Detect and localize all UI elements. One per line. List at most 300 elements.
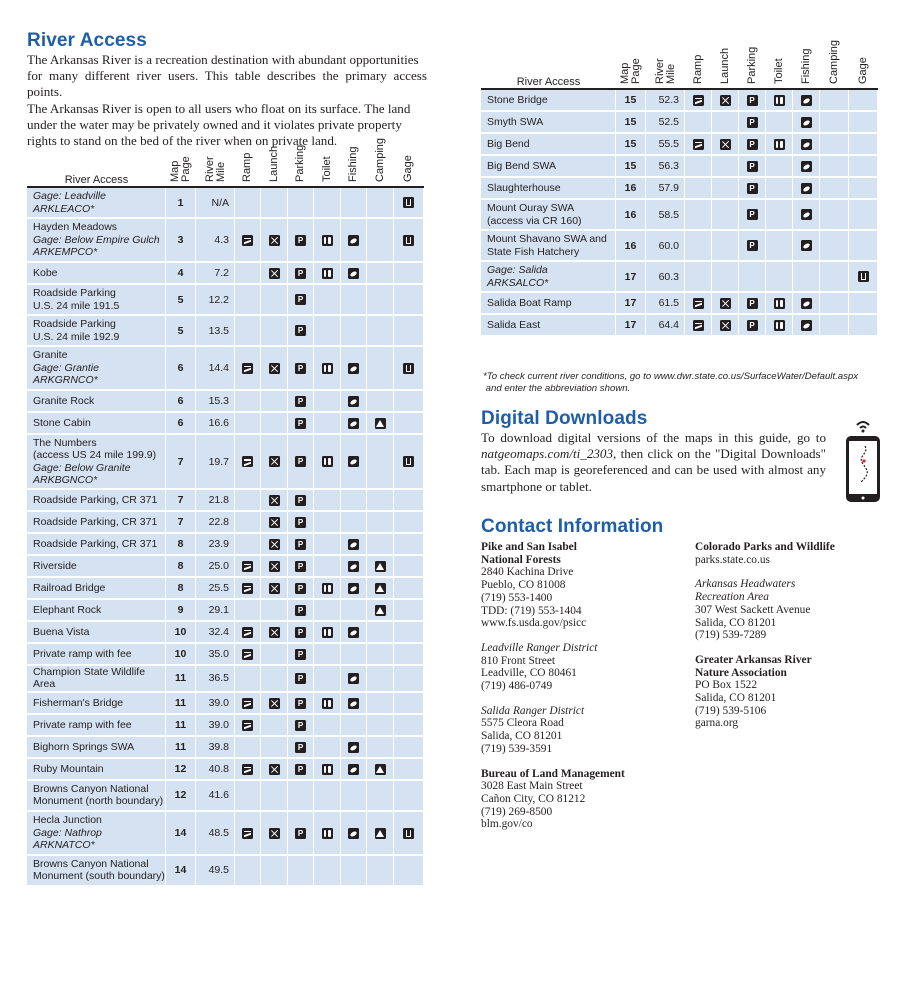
cell-launch — [261, 693, 288, 715]
fishing-icon — [801, 240, 812, 251]
map-page: 17 — [616, 315, 646, 337]
access-name-line: Monument (north boundary) — [33, 795, 164, 808]
cell-parking — [288, 644, 314, 666]
camping-icon — [375, 828, 386, 839]
cell-launch — [261, 435, 288, 490]
launch-icon — [269, 495, 280, 506]
cell-launch — [261, 219, 288, 263]
access-name — [27, 812, 166, 856]
cell-gage — [394, 856, 424, 887]
access-name — [481, 134, 616, 156]
boat-ramp-icon — [242, 649, 253, 660]
cell-gage — [394, 285, 424, 316]
cell-launch — [712, 156, 739, 178]
fishing-icon — [801, 117, 812, 128]
river-mile: 64.4 — [646, 315, 685, 337]
cell-toilet — [314, 556, 341, 578]
cell-ramp — [235, 285, 261, 316]
cell-parking — [288, 556, 314, 578]
camping-icon — [375, 418, 386, 429]
table-row — [27, 715, 424, 737]
cell-launch — [261, 347, 288, 391]
cell-fishing — [341, 781, 367, 812]
river-conditions-note — [483, 371, 883, 394]
cell-gage — [394, 715, 424, 737]
access-name-line: Slaughterhouse — [487, 181, 561, 194]
table-row — [27, 856, 424, 887]
cell-launch — [712, 231, 739, 262]
cell-launch — [261, 737, 288, 759]
cell-gage — [394, 347, 424, 391]
dd-url-link[interactable]: natgeomaps.com/ti_2303, — [481, 446, 617, 462]
launch-icon — [269, 828, 280, 839]
river-mile: 4.3 — [196, 219, 235, 263]
table-row — [27, 347, 424, 391]
river-mile: N/A — [196, 188, 235, 219]
launch-icon — [720, 139, 731, 150]
cell-camping — [367, 534, 394, 556]
boat-ramp-icon — [242, 583, 253, 594]
cell-camping — [820, 231, 849, 262]
river-mile: 55.5 — [646, 134, 685, 156]
parking-icon: P — [295, 627, 306, 638]
map-page: 7 — [166, 512, 196, 534]
contact-line: Recreation Area — [695, 591, 769, 604]
column-header-fishing: Fishing — [793, 38, 820, 90]
access-name — [27, 693, 166, 715]
parking-icon: P — [747, 139, 758, 150]
camping-icon — [375, 764, 386, 775]
cell-camping — [820, 156, 849, 178]
river-mile: 13.5 — [196, 316, 235, 347]
table-row — [481, 315, 878, 337]
table-row — [27, 622, 424, 644]
cell-ramp — [235, 413, 261, 435]
cell-gage — [394, 316, 424, 347]
map-page: 8 — [166, 556, 196, 578]
access-name-line: Riverside — [33, 559, 77, 572]
map-page: 5 — [166, 316, 196, 347]
cell-fishing — [341, 188, 367, 219]
note-line: and enter the abbreviation shown. — [483, 382, 631, 394]
column-header-river-mile: River Mile — [646, 38, 685, 90]
river-mile: 60.0 — [646, 231, 685, 262]
river-mile: 7.2 — [196, 263, 235, 285]
access-name-line: U.S. 24 mile 192.9 — [33, 330, 120, 343]
river-mile: 49.5 — [196, 856, 235, 887]
launch-icon — [720, 320, 731, 331]
cell-gage — [394, 759, 424, 781]
access-name — [27, 263, 166, 285]
smartphone-map-icon — [843, 416, 883, 504]
launch-icon — [269, 764, 280, 775]
access-name — [27, 188, 166, 219]
map-page: 3 — [166, 219, 196, 263]
river-mile: 25.5 — [196, 578, 235, 600]
map-page: 15 — [616, 90, 646, 112]
cell-parking — [288, 413, 314, 435]
cell-camping — [367, 737, 394, 759]
cell-ramp — [235, 781, 261, 812]
toilet-icon — [774, 95, 785, 106]
cell-toilet — [766, 90, 793, 112]
column-header-launch: Launch — [712, 38, 739, 90]
column-header-river-access: River Access — [27, 136, 166, 188]
river-mile: 32.4 — [196, 622, 235, 644]
cell-ramp — [235, 534, 261, 556]
cell-toilet — [314, 512, 341, 534]
cell-camping — [367, 316, 394, 347]
column-header-fishing: Fishing — [341, 136, 367, 188]
table-row — [481, 200, 878, 231]
dd-text-after: then click on the "Digital Downloads" tab. Each map is georeferenced and can be used with almost any smartphone or tablet. — [481, 446, 826, 494]
map-page: 12 — [166, 759, 196, 781]
cell-fishing — [341, 644, 367, 666]
boat-ramp-icon — [242, 698, 253, 709]
cell-parking — [288, 188, 314, 219]
access-name-line: Kobe — [33, 266, 58, 279]
cell-gage — [849, 293, 878, 315]
fishing-icon — [348, 764, 359, 775]
cell-toilet — [766, 178, 793, 200]
parking-icon: P — [295, 235, 306, 246]
column-header-map-page: Map Page — [166, 136, 196, 188]
cell-gage — [849, 200, 878, 231]
column-header-river-access: River Access — [481, 38, 616, 90]
map-page: 5 — [166, 285, 196, 316]
cell-ramp — [235, 188, 261, 219]
toilet-icon — [774, 139, 785, 150]
map-page: 6 — [166, 413, 196, 435]
fishing-icon — [348, 561, 359, 572]
river-mile: 56.3 — [646, 156, 685, 178]
cell-camping — [367, 188, 394, 219]
cell-gage — [849, 156, 878, 178]
river-mile: 25.0 — [196, 556, 235, 578]
cell-ramp — [235, 737, 261, 759]
cell-parking — [288, 856, 314, 887]
cell-launch — [261, 391, 288, 413]
cell-fishing — [793, 90, 820, 112]
cell-gage — [849, 90, 878, 112]
access-name-line: Granite — [33, 349, 68, 362]
dd-text-before: To download digital versions of the maps in this guide, go to — [481, 430, 826, 445]
contact-line: Pueblo, CO 81008 — [481, 579, 566, 592]
cell-ramp — [235, 600, 261, 622]
table-row — [27, 285, 424, 316]
column-header-parking: Parking — [739, 38, 766, 90]
contact-line: Bureau of Land Management — [481, 767, 625, 780]
parking-icon: P — [295, 649, 306, 660]
contact-line: Colorado Parks and Wildlife — [695, 541, 835, 553]
map-page: 7 — [166, 435, 196, 490]
cell-ramp — [235, 759, 261, 781]
cell-ramp — [235, 435, 261, 490]
cell-gage — [394, 600, 424, 622]
contact-line: 3028 East Main Street — [481, 780, 583, 793]
cell-toilet — [766, 315, 793, 337]
contact-line: 5575 Cleora Road — [481, 717, 564, 730]
cell-gage — [394, 490, 424, 512]
toilet-icon — [322, 456, 333, 467]
map-page: 16 — [616, 178, 646, 200]
access-name — [27, 781, 166, 812]
cell-camping — [367, 219, 394, 263]
cell-toilet — [314, 534, 341, 556]
table-row — [27, 435, 424, 490]
cell-parking — [288, 812, 314, 856]
map-page: 11 — [166, 715, 196, 737]
intro-line: The Arkansas River is open to all users who float on its surface. The land — [27, 100, 411, 116]
cell-launch — [261, 812, 288, 856]
cell-fishing — [341, 666, 367, 693]
parking-icon: P — [747, 117, 758, 128]
cell-toilet — [314, 435, 341, 490]
parking-icon: P — [295, 418, 306, 429]
fishing-icon — [348, 673, 359, 684]
access-name-line: ARKSALCO* — [487, 276, 549, 289]
toilet-icon — [322, 828, 333, 839]
map-page: 16 — [616, 231, 646, 262]
boat-ramp-icon — [242, 235, 253, 246]
map-page: 8 — [166, 578, 196, 600]
contact-line: parks.state.co.us — [695, 553, 770, 566]
cell-launch — [712, 134, 739, 156]
access-name-line: Gage: Salida — [487, 264, 548, 277]
contact-entry — [481, 642, 691, 693]
cell-parking — [288, 263, 314, 285]
access-name-line: Big Bend — [487, 137, 530, 150]
access-name — [27, 219, 166, 263]
access-name — [27, 715, 166, 737]
cell-fishing — [793, 178, 820, 200]
table-row — [27, 693, 424, 715]
river-mile: 16.6 — [196, 413, 235, 435]
access-name-line: Monument (south boundary) — [33, 870, 165, 883]
cell-ramp — [685, 200, 712, 231]
access-name-line: Roadside Parking, CR 371 — [33, 537, 158, 550]
toilet-icon — [322, 583, 333, 594]
access-name — [27, 666, 166, 693]
contact-line: Salida, CO 81201 — [481, 730, 563, 743]
cell-camping — [367, 600, 394, 622]
access-name-line: ARKBGNCO* — [33, 473, 98, 486]
parking-icon: P — [747, 320, 758, 331]
gage-icon — [403, 197, 414, 208]
table-row — [27, 534, 424, 556]
cell-toilet — [314, 644, 341, 666]
access-name-line: ARKLEACO* — [33, 202, 95, 215]
cell-gage — [394, 219, 424, 263]
table-row — [27, 781, 424, 812]
contact-line: Cañon City, CO 81212 — [481, 792, 586, 805]
parking-icon: P — [295, 396, 306, 407]
cell-fishing — [341, 316, 367, 347]
cell-fishing — [793, 134, 820, 156]
cell-fishing — [341, 556, 367, 578]
table-row — [27, 578, 424, 600]
contact-line: National Forests — [481, 553, 561, 566]
access-name-line: Hayden Meadows — [33, 221, 118, 234]
cell-fishing — [341, 263, 367, 285]
toilet-icon — [322, 363, 333, 374]
contact-line: (719) 539-7289 — [695, 629, 767, 642]
cell-gage — [394, 622, 424, 644]
river-mile: 60.3 — [646, 262, 685, 293]
boat-ramp-icon — [242, 720, 253, 731]
cell-fishing — [341, 347, 367, 391]
cell-gage — [394, 534, 424, 556]
map-page: 15 — [616, 156, 646, 178]
camping-icon — [375, 605, 386, 616]
cell-parking — [288, 666, 314, 693]
cell-fishing — [793, 156, 820, 178]
access-name — [27, 391, 166, 413]
cell-toilet — [766, 156, 793, 178]
column-header-map-page: Map Page — [616, 38, 646, 90]
gage-icon — [403, 456, 414, 467]
cell-toilet — [314, 219, 341, 263]
map-page: 17 — [616, 262, 646, 293]
cell-toilet — [314, 856, 341, 887]
cell-gage — [849, 231, 878, 262]
river-mile: 58.5 — [646, 200, 685, 231]
cell-launch — [712, 178, 739, 200]
river-mile: 22.8 — [196, 512, 235, 534]
cell-fishing — [341, 490, 367, 512]
access-name-line: Bighorn Springs SWA — [33, 740, 135, 753]
map-page: 9 — [166, 600, 196, 622]
access-name-line: Private ramp with fee — [33, 647, 132, 660]
cell-parking — [739, 200, 766, 231]
cell-toilet — [314, 737, 341, 759]
cell-camping — [820, 315, 849, 337]
column-header-toilet: Toilet — [766, 38, 793, 90]
cell-camping — [820, 178, 849, 200]
cell-camping — [367, 512, 394, 534]
map-page: 7 — [166, 490, 196, 512]
cell-toilet — [314, 490, 341, 512]
fishing-icon — [348, 363, 359, 374]
contact-line: Salida, CO 81201 — [695, 692, 777, 705]
cell-toilet — [314, 263, 341, 285]
river-mile: 14.4 — [196, 347, 235, 391]
cell-ramp — [235, 490, 261, 512]
cell-ramp — [235, 622, 261, 644]
cell-launch — [261, 781, 288, 812]
cell-fishing — [341, 285, 367, 316]
access-name — [27, 413, 166, 435]
river-mile: 39.8 — [196, 737, 235, 759]
cell-ramp — [685, 293, 712, 315]
access-name-line: Buena Vista — [33, 625, 90, 638]
cell-toilet — [314, 188, 341, 219]
launch-icon — [269, 456, 280, 467]
cell-gage — [849, 134, 878, 156]
cell-fishing — [341, 219, 367, 263]
boat-ramp-icon — [242, 764, 253, 775]
header-row — [27, 136, 424, 188]
toilet-icon — [322, 627, 333, 638]
cell-ramp — [235, 715, 261, 737]
access-name-line: State Fish Hatchery — [487, 245, 580, 258]
cell-toilet — [314, 347, 341, 391]
cell-fishing — [793, 200, 820, 231]
cell-ramp — [235, 856, 261, 887]
fishing-icon — [348, 627, 359, 638]
contact-line: PO Box 1522 — [695, 679, 758, 692]
access-name-line: Roadside Parking — [33, 318, 116, 331]
cell-fishing — [793, 293, 820, 315]
parking-icon: P — [747, 183, 758, 194]
cell-fishing — [793, 315, 820, 337]
cell-ramp — [685, 134, 712, 156]
cell-toilet — [766, 231, 793, 262]
contact-entry — [695, 541, 895, 566]
cell-toilet — [314, 316, 341, 347]
contact-entry — [695, 654, 895, 730]
boat-ramp-icon — [242, 828, 253, 839]
cell-launch — [261, 715, 288, 737]
column-header-toilet: Toilet — [314, 136, 341, 188]
fishing-icon — [348, 742, 359, 753]
access-name-line: Roadside Parking, CR 371 — [33, 515, 158, 528]
fishing-icon — [348, 539, 359, 550]
access-name-line: U.S. 24 mile 191.5 — [33, 299, 120, 312]
access-name-line: Gage: Nathrop — [33, 826, 102, 839]
fishing-icon — [348, 828, 359, 839]
cell-parking — [739, 90, 766, 112]
table-row — [27, 490, 424, 512]
cell-parking — [288, 715, 314, 737]
access-name-line: (access US 24 mile 199.9) — [33, 449, 157, 462]
river-mile: 39.0 — [196, 693, 235, 715]
river-mile: 19.7 — [196, 435, 235, 490]
cell-fishing — [341, 578, 367, 600]
cell-ramp — [235, 219, 261, 263]
access-name-line: Fisherman's Bridge — [33, 696, 124, 709]
cell-fishing — [341, 391, 367, 413]
river-mile: 12.2 — [196, 285, 235, 316]
cell-launch — [712, 315, 739, 337]
digital-downloads-title: Digital Downloads — [481, 408, 648, 429]
cell-gage — [394, 391, 424, 413]
cell-toilet — [314, 578, 341, 600]
toilet-icon — [322, 698, 333, 709]
cell-camping — [367, 856, 394, 887]
cell-parking — [288, 693, 314, 715]
access-name — [481, 156, 616, 178]
table-row — [27, 600, 424, 622]
parking-icon: P — [747, 209, 758, 220]
cell-parking — [739, 112, 766, 134]
cell-ramp — [685, 90, 712, 112]
access-name — [481, 262, 616, 293]
access-name-line: Stone Bridge — [487, 93, 548, 106]
cell-ramp — [235, 316, 261, 347]
cell-gage — [394, 644, 424, 666]
access-name-line: Hecla Junction — [33, 814, 102, 827]
cell-camping — [820, 134, 849, 156]
access-name — [481, 112, 616, 134]
access-name-line: Railroad Bridge — [33, 581, 106, 594]
camping-icon — [375, 561, 386, 572]
cell-camping — [367, 556, 394, 578]
contact-entry — [481, 705, 691, 756]
cell-parking — [739, 134, 766, 156]
access-name — [27, 316, 166, 347]
access-name — [27, 435, 166, 490]
